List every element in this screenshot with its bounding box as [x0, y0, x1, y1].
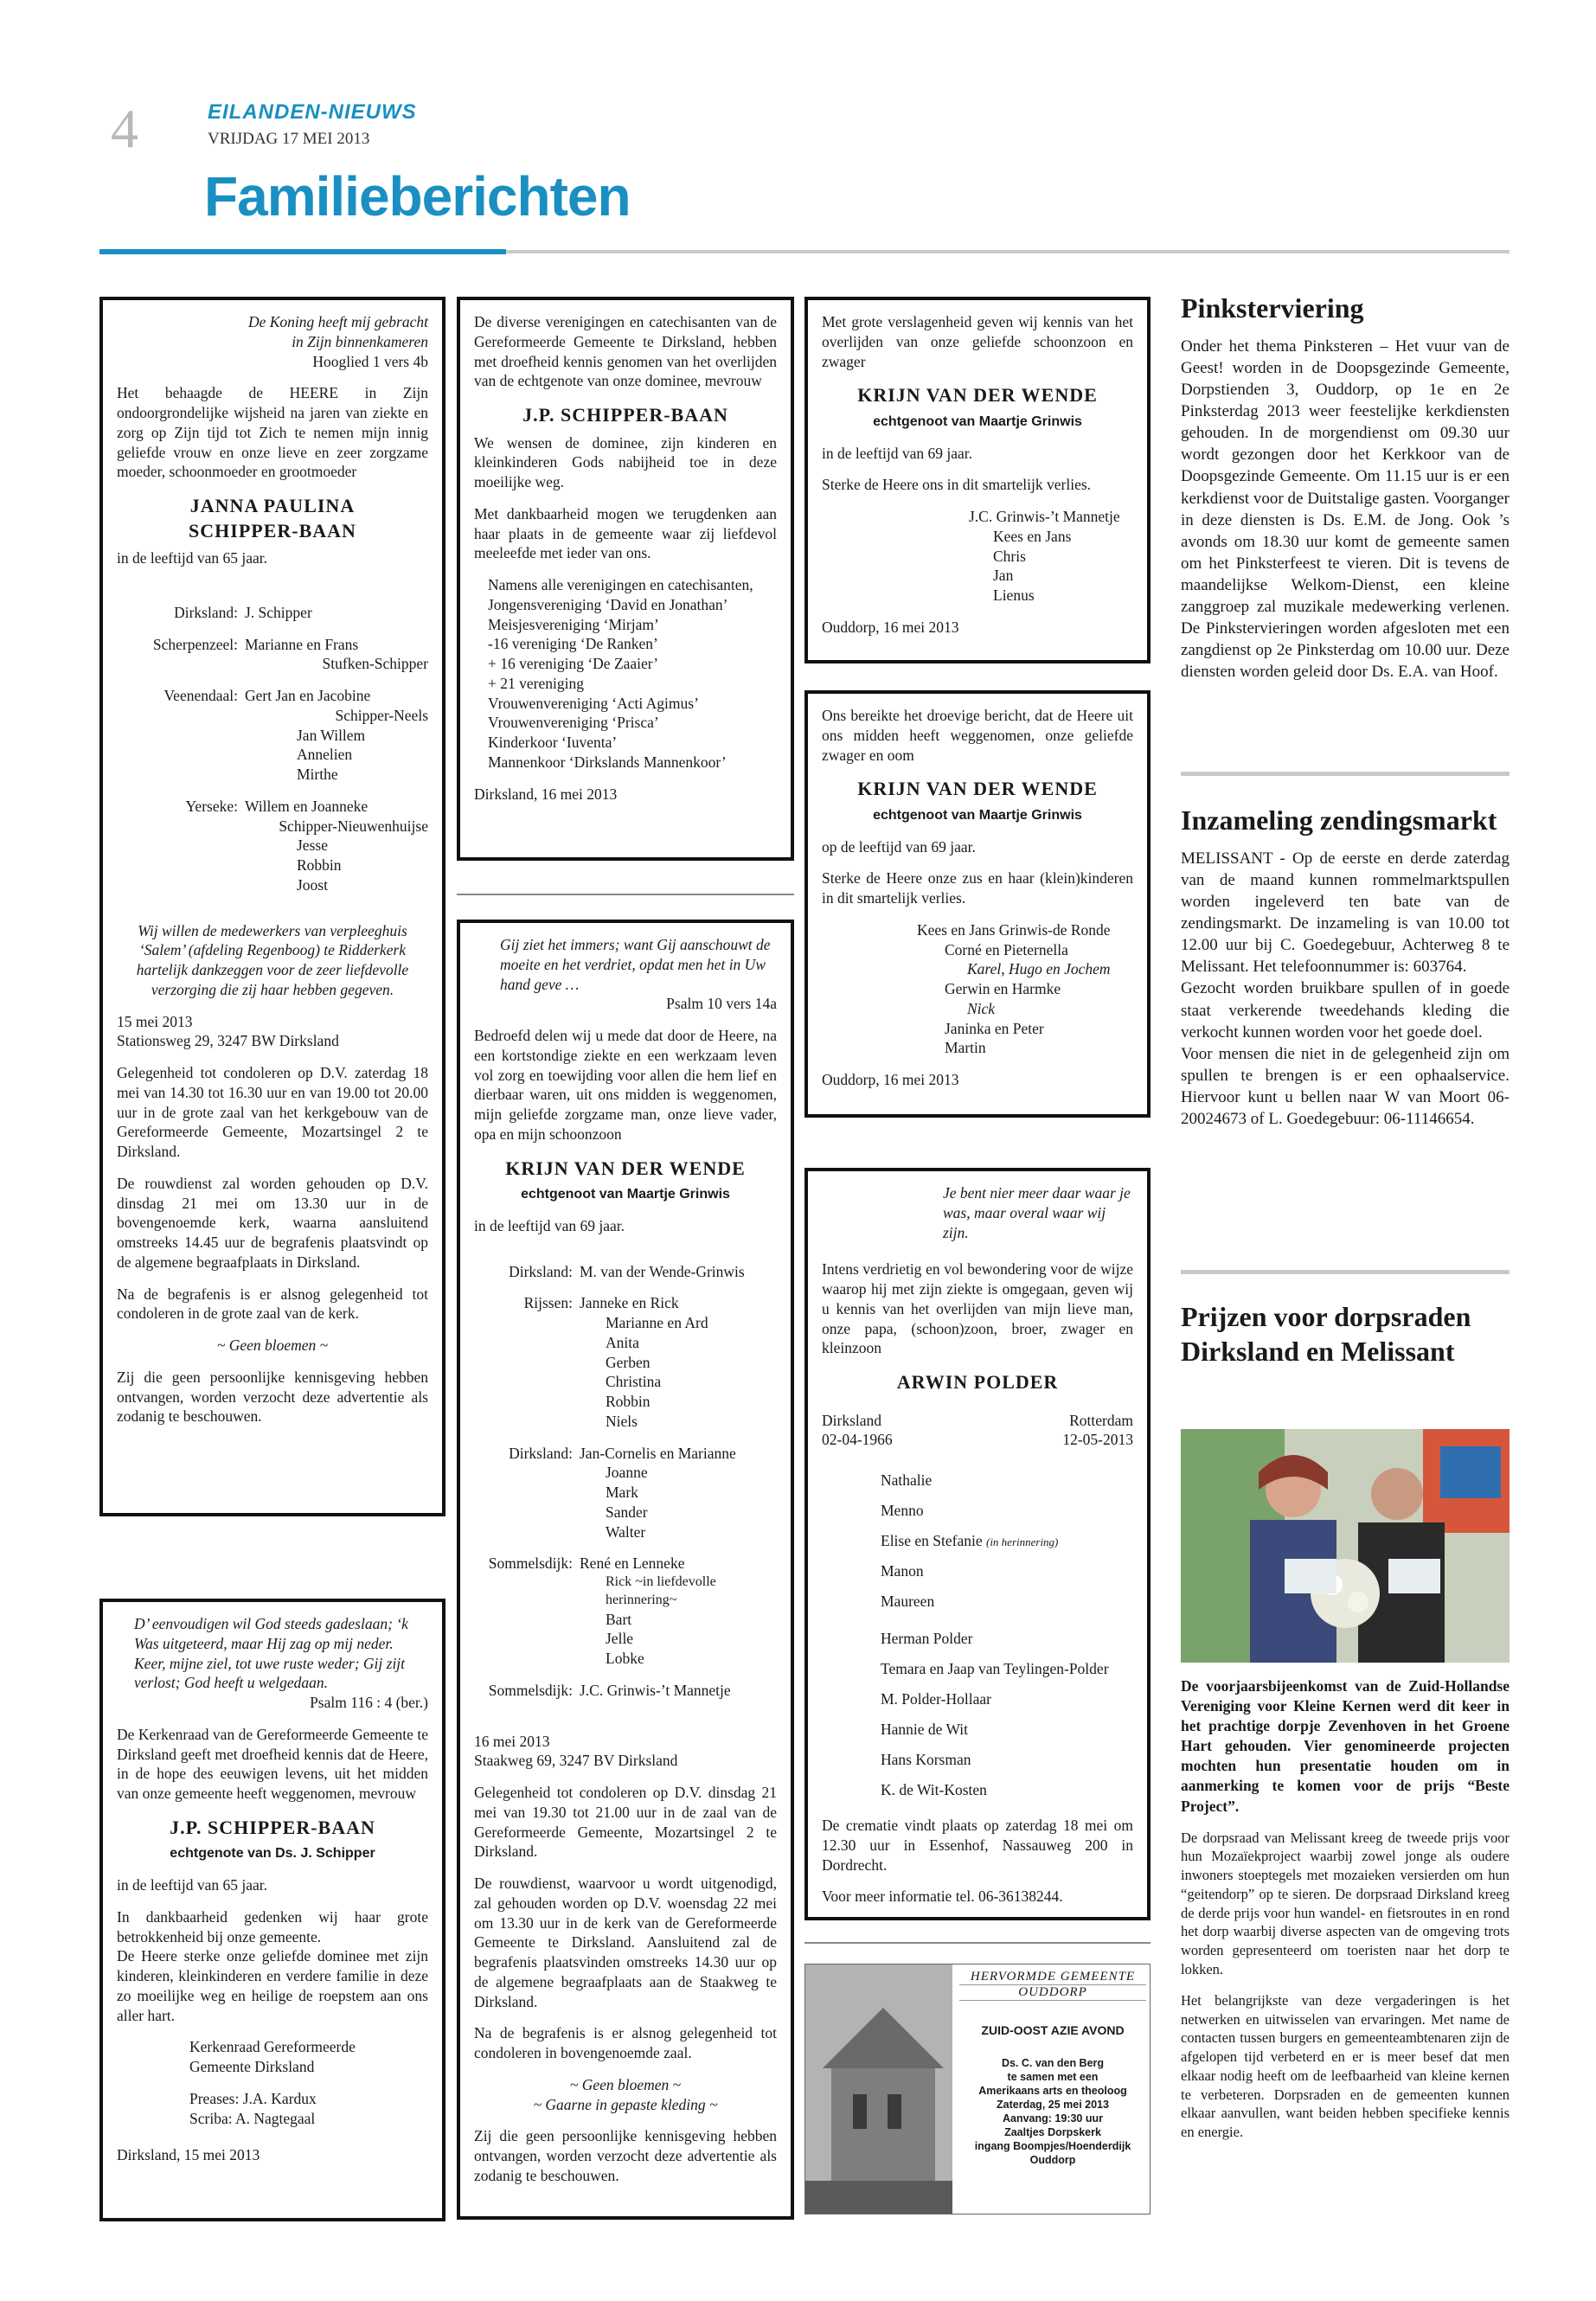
article-pinksterviering [1181, 291, 1509, 683]
obituary-intro: De Kerkenraad van de Gereformeerde Gemeente te Dirksland geeft met droefheid kennis dat de Heere, in de hope des eeuwigen levens, uit het midden van onze gemeente heeft weggenomen, mevrouw [117, 1725, 428, 1802]
list-item: K. de Wit-Kosten [881, 1781, 987, 1799]
header-rule [506, 250, 1509, 253]
list-item: Namens alle verenigingen en catechisanten, [488, 576, 753, 594]
deceased-age: in de leeftijd van 69 jaar. [822, 444, 972, 462]
deceased-name: J.P. SCHIPPER-BAAN [170, 1816, 375, 1838]
deceased-name: KRIJN VAN DER WENDE [857, 384, 1098, 407]
funeral-service-info: De rouwdienst zal worden gehouden op D.V. dinsdag 21 mei om 13.30 uur in de bovengenoemde kerk, waarna aansluitend omstreeks 14.45 uur de begrafenis plaatsvindt op de algemene begraafplaats in Dirksland. [117, 1174, 428, 1271]
wish-text: We wensen de dominee, zijn kinderen en kleinkinderen Gods nabijheid toe in deze moeilijke weg. [474, 433, 777, 491]
article-body: Onder het thema Pinksteren – Het vuur van de Geest! worden in de Doopsgezinde Gemeente, Dorpstienden 3, Ouddorp, op 1e en 2e Pinksterdag 2013 weer feestelijke kerkdiensten gehouden. In de morgendienst om 09.30 uur wordt gezongen door het Kerkkoor van de Doopsgezinde Gemeente. Om 11.15 uur is er een kerkdienst voor de Duitstalige gasten. Voorganger in deze diensten is Ds. E.M. de Jong. Ook ’s avonds om 18.30 uur komt de gemeente samen om het Pinksterfeest te vieren. Dit is tevens de maandelijkse Welkom-Dienst, een kleine zanggroep zal muzikale medewerking verlenen. De Pinkstervieringen worden afgesloten met een zangdienst op 2e Pinksterdag om 10.00 uur. Deze diensten worden geleid door Ds. E.A. van Hoof. [1181, 337, 1509, 682]
deceased-name: JANNA PAULINA [189, 495, 356, 516]
article-title: Pinksterviering [1181, 292, 1364, 324]
deceased-age: in de leeftijd van 65 jaar. [117, 1876, 267, 1894]
death-date: 12-05-2013 [1062, 1431, 1133, 1449]
masthead-logo: EILANDEN-NIEUWS [208, 100, 417, 124]
list-item: Vrouwenvereniging ‘Prisca’ [488, 714, 659, 732]
signature-preases: Preases: J.A. Kardux [189, 2089, 317, 2107]
list-item: Martin [945, 1039, 986, 1057]
notice-disclaimer: Zij die geen persoonlijke kennisgeving hebben ontvangen, worden verzocht deze advertentie als zodanig te beschouwen. [474, 2127, 777, 2184]
list-item: Elise en Stefanie (in herinnering) [881, 1532, 1059, 1550]
article-body: Het belangrijkste van deze vergaderingen is het netwerken en uitwisselen van ervaringen. Met name de contacten tussen burgers en gemeenteambtenaren zijn de afgelopen tijd verbeterd en er is meer besef dat men elkaar nodig heeft om de leefbaarheid van kleine kernen te verbeteren. Dorpsraden en de gemeenten kunnen elkaar aanvullen, want beiden hebben specifieke kennis en energie. [1181, 1991, 1509, 2141]
obituary-intro: Intens verdrietig en vol bewondering voor de wijze waarop hij met zijn ziekte is omgegaan, geven wij u kennis van het overlijden van mijn lieve man, onze papa, (schoon)zoon, broer, zwager en kleinzoon [822, 1260, 1133, 1357]
list-item: Meisjesvereniging ‘Mirjam’ [488, 615, 659, 633]
list-item: + 16 vereniging ‘De Zaaier’ [488, 655, 659, 673]
signature: Gemeente Dirksland [189, 2058, 315, 2076]
psalm-quote: Gij ziet het immers; want Gij aanschouwt de moeite en het verdriet, opdat men het in Uw hand geve … [500, 936, 771, 993]
church-photo [805, 1965, 952, 2214]
article-dorpsraden [1181, 1676, 1509, 2142]
family-row: Dirksland: Jan-Cornelis en Marianne Joanne Mark Sander Walter [509, 1444, 736, 1541]
no-flowers-note: ~ Geen bloemen ~ [216, 1336, 329, 1355]
obituary-verenigingen [457, 297, 794, 861]
list-item: Kinderkoor ‘Iuventa’ [488, 734, 618, 752]
quote-line: De Koning heeft mij gebracht [247, 313, 428, 330]
list-item: Hans Korsman [881, 1751, 971, 1769]
deceased-name: KRIJN VAN DER WENDE [857, 778, 1098, 800]
deceased-name: ARWIN POLDER [896, 1371, 1059, 1393]
list-item: Vrouwenvereniging ‘Acti Agimus’ [488, 694, 699, 712]
obituary-arwin-polder [804, 1168, 1151, 1920]
deceased-age: in de leeftijd van 69 jaar. [474, 1216, 625, 1234]
family-row: Veenendaal: Gert Jan en Jacobine Schipper-Neels Jan Willem Annelien Mirthe [163, 687, 428, 784]
quote-reference: Hooglied 1 vers 4b [312, 352, 428, 370]
family-row: Scherpenzeel: Marianne en Frans Stufken-Schipper [152, 635, 428, 673]
family-row: Yerseke: Willem en Joanneke Schipper-Nieuwenhuijse Jesse Robbin Joost [185, 797, 428, 894]
funeral-service-info: De rouwdienst, waarvoor u wordt uitgenodigd, zal gehouden worden op D.V. woensdag 22 mei om 13.30 uur in de kerk van de Gereformeerde Gemeente te Dirksland. Aansluitend zal de begrafenis plaatsvinden omstreeks 14.30 uur op de algemene begraafplaats aan de Staakweg te Dirksland. [474, 1875, 777, 2010]
list-item: Kees en Jans Grinwis-de Ronde [917, 920, 1111, 939]
article-zendingsmarkt [1181, 803, 1509, 1130]
contact-info: Voor meer informatie tel. 06-36138244. [822, 1888, 1063, 1906]
home-address: Staakweg 69, 3247 BV Dirksland [474, 1752, 678, 1770]
church-event-ad [804, 1964, 1151, 2214]
list-item: Janinka en Peter [945, 1019, 1044, 1037]
article-dorpsraden-header [1181, 1299, 1509, 1379]
award-photo [1181, 1429, 1509, 1663]
condolence-info: Gelegenheid tot condoleren op D.V. dinsdag 21 mei van 19.30 tot 21.00 uur in de zaal van de Gereformeerde Gemeente, Mozartsingel 2 te Dirksland. [474, 1784, 777, 1861]
obituary-intro: Het behaagde de HEERE in Zijn ondoorgrondelijke wijsheid na jaren van ziekte en zorg op Zijn tijd tot Zich te nemen mijn innig geliefde vrouw en onze lieve en zeer zorgzame moeder, schoonmoeder en grootmoeder [117, 384, 428, 481]
section-title: Familieberichten [204, 165, 631, 228]
list-item: Nathalie [881, 1471, 933, 1490]
church-name: HERVORMDE GEMEENTE [959, 1970, 1146, 1985]
psalm-quote: D’ eenvoudigen wil God steeds gadeslaan; ‘k Was uitgeteerd, maar Hij zag op mij neder. Keer, mijne ziel, tot uwe ruste weder; Gij zijt verlost; God heeft u welgedaan. [134, 1615, 408, 1692]
notice-date: Ouddorp, 16 mei 2013 [822, 1071, 959, 1089]
article-title: Inzameling zendingsmarkt [1181, 804, 1497, 836]
obituary-schipper-family [99, 297, 445, 1516]
wish-text: Sterke de Heere ons in dit smartelijk verlies. [822, 476, 1092, 494]
list-item: Herman Polder [881, 1630, 973, 1648]
list-item: Mannenkoor ‘Dirkslands Mannenkoor’ [488, 753, 727, 771]
notice-date: 15 mei 2013 [117, 1012, 193, 1030]
birth-place: Dirksland [822, 1411, 882, 1429]
deceased-age: in de leeftijd van 65 jaar. [117, 549, 267, 567]
header-rule-accent [99, 249, 506, 254]
memory-note: (in herinnering) [985, 1535, 1059, 1549]
signature: Kerkenraad Gereformeerde [189, 2038, 356, 2056]
condolence-info: Gelegenheid tot condoleren op D.V. zaterdag 18 mei van 14.30 tot 16.30 uur en van 19.00 tot 20.00 uur in de grote zaal van het kerkgebouw van de Gereformeerde Gemeente, Mozartsingel 2 te Dirksland. [117, 1064, 428, 1161]
list-item: M. Polder-Hollaar [881, 1690, 991, 1708]
list-item: + 21 vereniging [488, 674, 584, 692]
notice-disclaimer: Zij die geen persoonlijke kennisgeving hebben ontvangen, worden verzocht deze advertentie als zodanig te beschouwen. [117, 1368, 428, 1426]
article-body: MELISSANT - Op de eerste en derde zaterdag van de maand kunnen rommelmarktspullen worden ingeleverd ten bate van de zendingsmarkt. De inzameling is van 10.00 tot 12.00 uur bij C. Goedegebuur, Achterweg 8 te Melissant. Het telefoonnummer is: 603764. [1181, 849, 1509, 977]
obituary-van-der-wende-family [457, 920, 794, 2220]
deceased-name: SCHIPPER-BAAN [189, 519, 356, 542]
event-title: ZUID-OOST AZIE AVOND [981, 2023, 1125, 2037]
spouse-line: echtgenote van Ds. J. Schipper [170, 1846, 375, 1862]
article-body: Voor mensen die niet in de gelegenheid zijn om spullen te brengen is er een ophaalservice. Hiervoor kunt u bellen naar W van Moort 06-20024673 of L. Goedegebuur: 06-11146654. [1181, 1044, 1509, 1128]
obituary-intro: Ons bereikte het droevige bericht, dat de Heere uit ons midden heeft weggenomen, onze geliefde zwager en oom [822, 707, 1133, 764]
article-body: De dorpsraad van Melissant kreeg de tweede prijs voor hun Mozaïekproject waarbij zowel jonge als oudere inwoners stoeptegels met mozaieken versierden om hun “geitendorp” op te sieren. De dorpsraad Dirksland kreeg de derde prijs voor hun wandel- en fietsroutes in en rond het dorp waarbij diverse aspecten van de omgeving trots worden gepresenteerd om toeristen naar het dorp te lokken. [1181, 1829, 1509, 1978]
obituary-grinwis-zwager [804, 690, 1151, 1118]
family-row: Dirksland: J. Schipper [174, 603, 312, 621]
quote-reference: Psalm 116 : 4 (ber.) [310, 1694, 428, 1711]
obituary-intro: Met grote verslagenheid geven wij kennis van het overlijden van onze geliefde schoonzoon en zwager [822, 313, 1133, 370]
page-number: 4 [111, 98, 138, 159]
signatories [822, 920, 1133, 1058]
list-item: Hannie de Wit [881, 1721, 969, 1739]
deceased-name: J.P. SCHIPPER-BAAN [522, 404, 728, 426]
notice-date: Dirksland, 15 mei 2013 [117, 2146, 260, 2164]
family-row: Sommelsdijk: René en Lenneke Rick ~in liefdevolle herinnering~ Bart Jelle Lobke [488, 1554, 716, 1668]
group-list [474, 575, 777, 772]
condolence-text: De Heere sterke onze geliefde dominee met zijn kinderen, kleinkinderen en verdere familie in deze zo moeilijke weg en heilige de roepstem aan ons aller hart. [117, 1947, 428, 2024]
list-item: Jan [993, 567, 1014, 585]
quote-line: in Zijn binnenkameren [292, 332, 428, 350]
after-funeral-info: Na de begrafenis is er alsnog gelegenheid tot condoleren in de grote zaal van de kerk. [117, 1285, 428, 1323]
notice-date: Dirksland, 16 mei 2013 [474, 785, 618, 803]
family-row: Sommelsdijk: J.C. Grinwis-’t Mannetje [488, 1681, 731, 1699]
publication-date: VRIJDAG 17 MEI 2013 [208, 130, 370, 148]
deceased-name: KRIJN VAN DER WENDE [505, 1157, 746, 1179]
event-details: Ds. C. van den Berg te samen met een Amerikaans arts en theoloog Zaterdag, 25 mei 2013 Aanvang: 19:30 uur Zaaltjes Dorpskerk ingang Boompjes/Hoenderdijk Ouddorp [974, 2057, 1131, 2166]
notice-date: 16 mei 2013 [474, 1732, 550, 1750]
poem-quote: Je bent nier meer daar waar je was, maar overal waar wij zijn. [943, 1184, 1131, 1241]
article-body: Gezocht worden bruikbare spullen of in goede staat verkerende tweedehands kleding die verkocht kunnen worden voor het goede doel. [1181, 979, 1509, 1042]
article-title: Prijzen voor dorpsraden Dirksland en Melissant [1181, 1301, 1471, 1367]
list-item: Chris [993, 547, 1026, 565]
list-item: Corné en Pieternella [945, 940, 1068, 958]
article-divider [1181, 772, 1509, 776]
signatories [822, 507, 1133, 606]
list-item: Temara en Jaap van Teylingen-Polder [881, 1660, 1109, 1678]
after-funeral-info: Na de begrafenis is er alsnog gelegenheid tot condoleren in bovengenoemde zaal. [474, 2024, 777, 2062]
deceased-age: op de leeftijd van 69 jaar. [822, 837, 976, 856]
spouse-line: echtgenoot van Maartje Grinwis [873, 413, 1082, 429]
wish-text: Sterke de Heere onze zus en haar (klein)kinderen in dit smartelijk verlies. [822, 869, 1133, 907]
birth-death-dates [822, 1430, 1133, 1450]
spouse-line: echtgenoot van Maartje Grinwis [873, 807, 1082, 823]
remembrance-text: In dankbaarheid gedenken wij haar grote betrokkenheid bij onze gemeente. [117, 1907, 428, 1945]
family-list [822, 1465, 1133, 1617]
list-item: Gerwin en Harmke [945, 980, 1061, 998]
no-flowers-note: ~ Geen bloemen ~ [569, 2075, 682, 2093]
birth-death-row [822, 1411, 1133, 1431]
birth-date: 02-04-1966 [822, 1431, 893, 1449]
quote-reference: Psalm 10 vers 14a [666, 995, 777, 1013]
cremation-info: De crematie vindt plaats op zaterdag 18 mei om 12.30 uur in Essenhof, Nassauweg 200 in Dordrecht. [822, 1817, 1133, 1874]
obituary-kerkenraad [99, 1599, 445, 2221]
family-row: Dirksland: M. van der Wende-Grinwis [509, 1262, 745, 1280]
family-list [822, 1624, 1133, 1805]
notice-date: Ouddorp, 16 mei 2013 [822, 618, 959, 636]
obituary-grinwis-schoonzoon [804, 297, 1151, 663]
list-item: J.C. Grinwis-’t Mannetje [969, 508, 1120, 526]
list-item: Lienus [993, 586, 1035, 605]
list-item: Karel, Hugo en Jochem [967, 960, 1111, 978]
signature-scriba: Scriba: A. Nagtegaal [189, 2109, 316, 2127]
spouse-line: echtgenoot van Maartje Grinwis [521, 1187, 730, 1202]
obituary-intro: De diverse verenigingen en catechisanten van de Gereformeerde Gemeente te Dirksland, hebben met droefheid kennis genomen van het overlijden van de echtgenote van onze dominee, mevrouw [474, 313, 777, 390]
list-item: Kees en Jans [993, 527, 1072, 545]
thanks-text: Met dankbaarheid mogen we terugdenken aan haar plaats in de gemeente waar zij liefdevol meeleefde met ieder van ons. [474, 504, 777, 562]
dress-note: ~ Gaarne in gepaste kleding ~ [533, 2095, 718, 2113]
death-place: Rotterdam [1069, 1411, 1133, 1429]
list-item: Jongensvereniging ‘David en Jonathan’ [488, 595, 728, 613]
family-row: Rijssen: Janneke en Rick Marianne en Ard Anita Gerben Christina Robbin Niels [523, 1294, 708, 1430]
divider [804, 1942, 1151, 1944]
obituary-intro: Bedroefd delen wij u mede dat door de Heere, na een kortstondige ziekte en een werkzaam leven vol zorg en toewijding voor allen die hem lief en dierbaar waren, uit ons midden is weggenomen, mijn geliefde zorgzame man, onze lieve vader, opa en mijn schoonzoon [474, 1027, 777, 1143]
list-item: Maureen [881, 1593, 935, 1611]
divider [457, 894, 794, 895]
article-divider [1181, 1270, 1509, 1274]
list-item: Nick [967, 999, 996, 1017]
list-item: Menno [881, 1502, 924, 1520]
list-item: -16 vereniging ‘De Ranken’ [488, 635, 658, 653]
article-lead: De voorjaarsbijeenkomst van de Zuid-Hollandse Vereniging voor Kleine Kernen werd dit keer in het prachtige dorpje Zevenhoven in het Groene Hart gehouden. Vier genomineerde projecten mochten hun presentatie houden om in aanmerking te komen voor de prijs “Beste Project”. [1181, 1677, 1509, 1815]
home-address: Stationsweg 29, 3247 BW Dirksland [117, 1032, 339, 1050]
list-item: Manon [881, 1562, 924, 1580]
church-town: OUDDORP [959, 1985, 1146, 2001]
thanks-note: Wij willen de medewerkers van verpleeghuis ‘Salem’ (afdeling Regenboog) te Ridderkerk hartelijk dankzeggen voor de zeer liefdevolle verzorging die zij haar hebben gegeven. [136, 921, 409, 998]
